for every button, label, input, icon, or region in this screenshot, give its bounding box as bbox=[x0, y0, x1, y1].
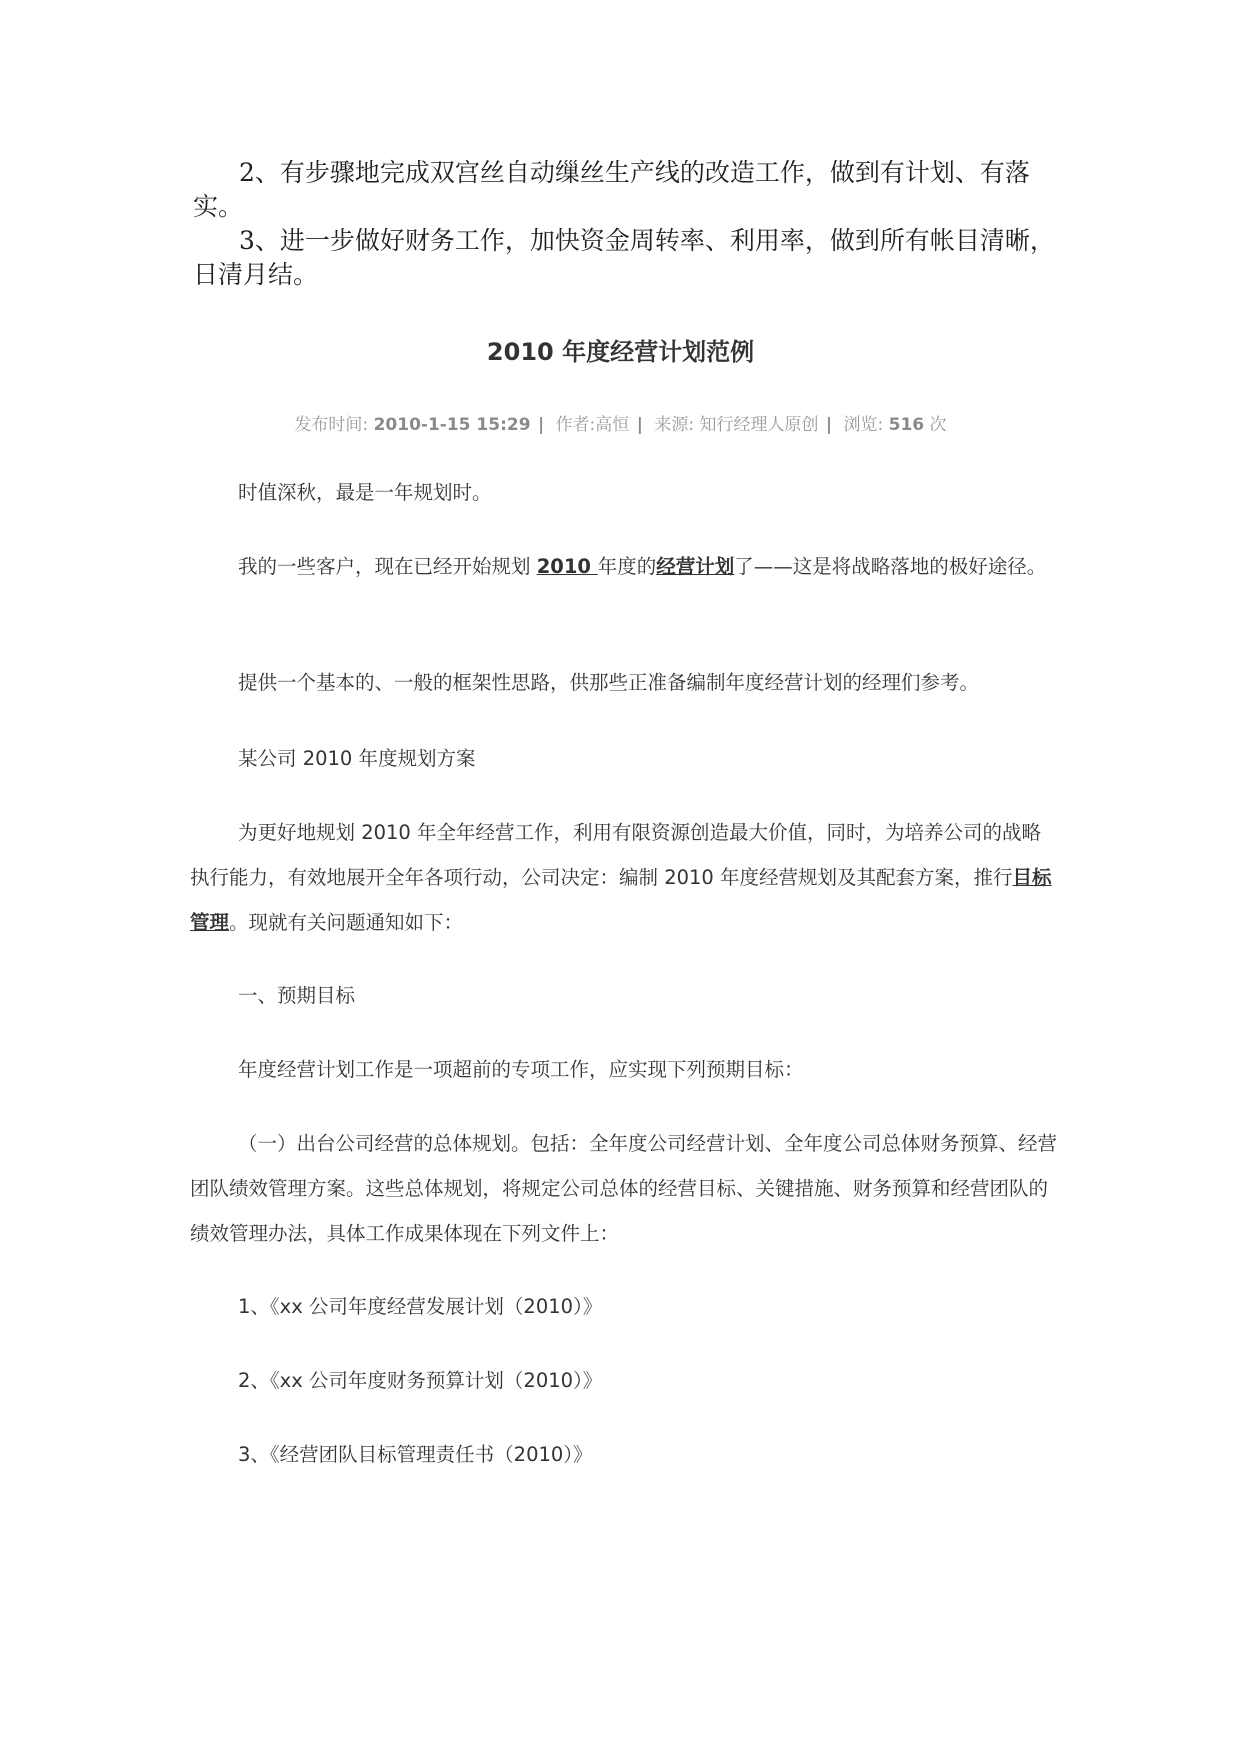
previous-section-text bbox=[193, 156, 1073, 292]
link-2010[interactable]: 2010 bbox=[536, 555, 598, 578]
author-label: 作者: bbox=[555, 415, 596, 435]
paragraph-text: 为更好地规划 2010 年全年经营工作，利用有限资源创造最大价值，同时，为培养公司的战略执行能力，有效地展开全年各项行动，公司决定：编制 2010 年度经营规划及其配套方案，推行 bbox=[190, 821, 1042, 889]
views-label: 浏览: bbox=[843, 415, 884, 435]
paragraph-notice bbox=[190, 810, 1060, 945]
meta-separator: | bbox=[537, 415, 545, 435]
source-value: 知行经理人原创 bbox=[699, 415, 819, 435]
list-item: 2、《xx 公司年度财务预算计划（2010）》 bbox=[238, 1369, 603, 1392]
list-item: 1、《xx 公司年度经营发展计划（2010）》 bbox=[238, 1295, 603, 1318]
publish-label: 发布时间: bbox=[294, 415, 369, 435]
paragraph-text: 年度的 bbox=[597, 555, 657, 578]
item-2-text: 2、有步骤地完成双宫丝自动缫丝生产线的改造工作，做到有计划、有落实。 bbox=[193, 158, 1030, 221]
author-value: 高恒 bbox=[595, 415, 630, 435]
views-unit: 次 bbox=[929, 415, 947, 435]
meta-separator: | bbox=[825, 415, 833, 435]
source-label: 来源: bbox=[654, 415, 695, 435]
article-title: 2010 年度经营计划范例 bbox=[486, 338, 755, 366]
section-heading-goals: 一、预期目标 bbox=[238, 984, 356, 1007]
paragraph-text: 。现就有关问题通知如下： bbox=[229, 911, 464, 934]
views-value: 516 bbox=[888, 415, 925, 435]
meta-separator: | bbox=[636, 415, 643, 435]
paragraph-goals-intro: 年度经营计划工作是一项超前的专项工作，应实现下列预期目标： bbox=[238, 1058, 804, 1081]
paragraph-framework: 提供一个基本的、一般的框架性思路，供那些正准备编制年度经营计划的经理们参考。 bbox=[238, 671, 980, 694]
link-business-plan[interactable]: 经营计划 bbox=[656, 555, 735, 578]
paragraph-text: 我的一些客户，现在已经开始规划 bbox=[238, 555, 537, 578]
publish-value: 2010-1-15 15:29 bbox=[373, 415, 531, 435]
paragraph-intro: 时值深秋，最是一年规划时。 bbox=[238, 481, 492, 504]
article-meta bbox=[0, 410, 1241, 435]
paragraph-clients bbox=[190, 544, 1060, 589]
paragraph-plan-heading: 某公司 2010 年度规划方案 bbox=[238, 747, 476, 770]
list-item: 3、《经营团队目标管理责任书（2010）》 bbox=[238, 1443, 593, 1466]
paragraph-text: 了——这是将战略落地的极好途径。 bbox=[734, 555, 1047, 578]
link-target-management[interactable]: 目标管理 bbox=[190, 866, 1052, 934]
paragraph-overall-plan: （一）出台公司经营的总体规划。包括：全年度公司经营计划、全年度公司总体财务预算、经营团队绩效管理方案。这些总体规划，将规定公司总体的经营目标、关键措施、财务预算和经营团队的绩效管理办法，具体工作成果体现在下列文件上： bbox=[190, 1132, 1058, 1245]
item-3-text: 3、进一步做好财务工作，加快资金周转率、利用率，做到所有帐目清晰，日清月结。 bbox=[193, 226, 1055, 289]
